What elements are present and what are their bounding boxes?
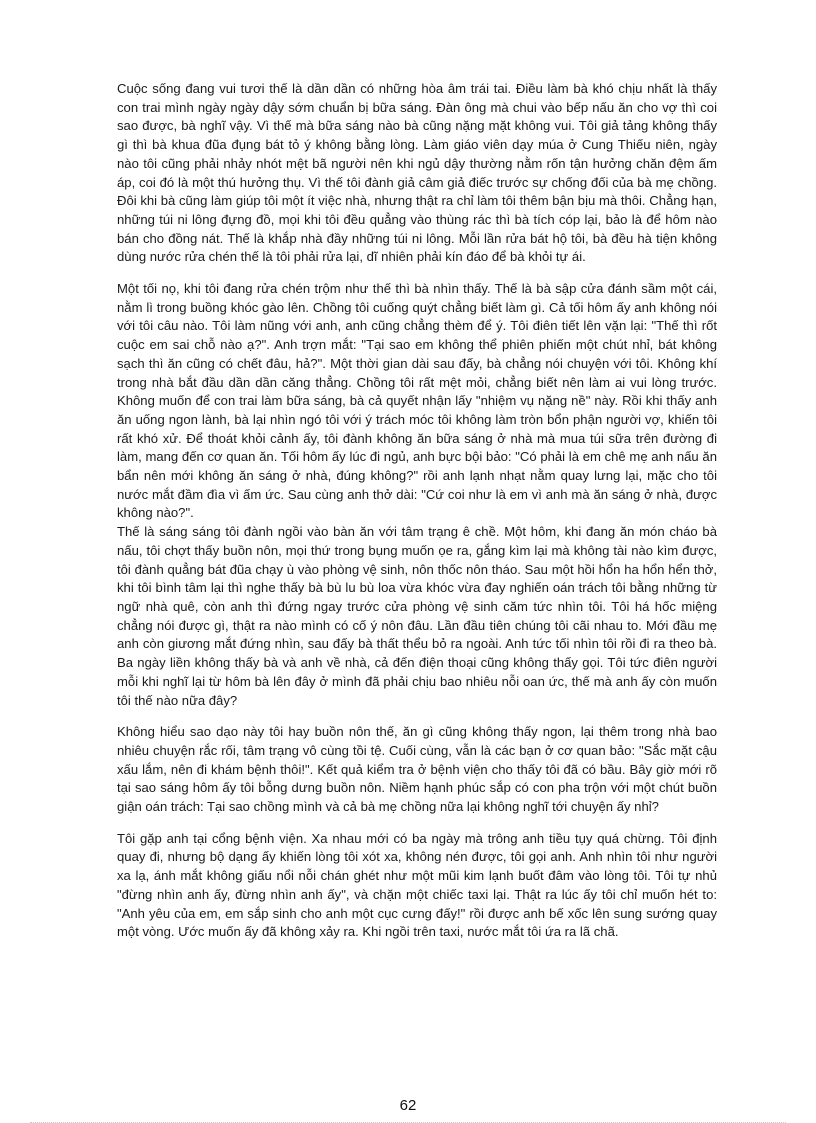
- paragraph-3: Thế là sáng sáng tôi đành ngồi vào bàn ăn với tâm trạng ê chề. Một hôm, khi đang ăn món cháo bà nấu, tôi chợt thấy buồn nôn, mọi thứ trong bụng muốn ọe ra, gắng kìm lại mà không tài nào kìm được, tôi đành quẳng bát đũa chạy ù vào phòng vệ sinh, nôn thốc nôn tháo. Sau một hồi hổn ha hổn hển thở, khi tôi bình tâm lại thì nghe thấy bà bù lu bù loa vừa khóc vừa đay nghiến oán trách tôi bằng những từ ngữ nhà quê, còn anh thì đứng ngay trước cửa phòng vệ sinh căm tức nhìn tôi. Tôi há hốc miệng chẳng nói được gì, thật ra nào mình có cố ý nôn đâu. Lần đầu tiên chúng tôi cãi nhau to. Mới đầu mẹ anh còn giương mắt đứng nhìn, sau đấy bà thất thểu bỏ ra ngoài. Anh tức tối nhìn tôi rồi đi ra theo bà. Ba ngày liền không thấy bà và anh về nhà, cả đến điện thoại cũng không thấy gọi. Tôi tức điên người mỗi khi nghĩ lại từ hôm bà lên đây ở mình đã phải chịu bao nhiêu nỗi oan ức, thế mà anh ấy còn muốn tôi thế nào nữa đây?: [117, 524, 717, 708]
- paragraph-1: Cuộc sống đang vui tươi thế là dần dần có những hòa âm trái tai. Điều làm bà khó chịu nhất là thấy con trai mình ngày ngày dậy sớm chuẩn bị bữa sáng. Đàn ông mà chui vào bếp nấu ăn cho vợ thì coi sao được, bà nghĩ vậy. Vì thế mà bữa sáng nào bà cũng nặng mặt không vui. Tôi giả tảng không thấy gì thì bà khua đũa đụng bát tỏ ý không bằng lòng. Làm giáo viên dạy múa ở Cung Thiếu niên, ngày nào tôi cũng phải nhảy nhót mệt bã người nên khi ngủ dậy thường nằm rốn tận hưởng chăn đệm ấm áp, coi đó là một thú hưởng thụ. Vì thế tôi đành giả câm giả điếc trước sự chống đối của bà mẹ chồng. Đôi khi bà cũng làm giúp tôi một ít việc nhà, nhưng thật ra chỉ làm tôi thêm bận bịu mà thôi. Chẳng hạn, những túi ni lông đựng đồ, mọi khi tôi đều quẳng vào thùng rác thì bà tích cóp lại, bảo là để hôm nào bán cho đồng nát. Thế là khắp nhà đầy những túi ni lông. Mỗi lần rửa bát hộ tôi, bà đều hà tiện không dùng nước rửa chén thế là tôi phải rửa lại, dĩ nhiên phải kín đáo để bà khỏi tự ái.: [117, 81, 717, 265]
- body-text: [117, 80, 717, 942]
- page-number: 62: [399, 1097, 417, 1114]
- paragraph-5: Tôi gặp anh tại cổng bệnh viện. Xa nhau mới có ba ngày mà trông anh tiều tụy quá chừng. Tôi định quay đi, nhưng bộ dạng ấy khiến lòng tôi xót xa, không nén được, tôi gọi anh. Anh nhìn tôi như người xa lạ, ánh mắt không giấu nổi nỗi chán ghét như một mũi kim lạnh buốt đâm vào lòng tôi. Tôi tự nhủ "đừng nhìn anh ấy, đừng nhìn anh ấy", và chặn một chiếc taxi lại. Thật ra lúc ấy tôi chỉ muốn hét to: "Anh yêu của em, em sắp sinh cho anh một cục cưng đấy!" rồi được anh bế xốc lên sung sướng quay một vòng. Ước muốn ấy đã không xảy ra. Khi ngồi trên taxi, nước mắt tôi ứa ra lã chã.: [117, 830, 717, 940]
- paragraph-2: Một tối nọ, khi tôi đang rửa chén trộm như thế thì bà nhìn thấy. Thế là bà sập cửa đánh sầm một cái, nằm lì trong buồng khóc gào lên. Chồng tôi cuống quýt chẳng biết làm gì. Cả tối hôm ấy anh không nói với tôi câu nào. Tôi làm nũng với anh, anh cũng chẳng thèm để ý. Tôi điên tiết lên vặn lại: "Thế thì rốt cuộc em sai chỗ nào ạ?". Anh trợn mắt: "Tại sao em không thể phiên phiến một chút nhỉ, bát không sạch thì ăn cũng có chết đâu, hả?". Một thời gian dài sau đấy, bà chẳng nói chuyện với tôi. Không khí trong nhà bắt đầu dần dần căng thẳng. Chồng tôi rất mệt mỏi, chẳng biết nên làm ai vui lòng trước. Không muốn để con trai làm bữa sáng, bà cả quyết nhận lấy "nhiệm vụ nặng nề" này. Rồi khi thấy anh ăn uống ngon lành, bà lại nhìn ngó tôi với ý trách móc tôi không làm tròn bổn phận người vợ, khiến tôi rất khó xử. Để thoát khỏi cảnh ấy, tôi đành không ăn bữa sáng ở nhà mà mua túi sữa trên đường đi làm, mang đến cơ quan ăn. Tối hôm ấy lúc đi ngủ, anh bực bội bảo: "Có phải là em chê mẹ anh nấu ăn bẩn nên mới không ăn sáng ở nhà, đúng không?" rồi anh lạnh nhạt nằm quay lưng lại, mặc cho tôi nước mắt đầm đìa vì ấm ức. Sau cùng anh thở dài: "Cứ coi như là em vì anh mà ăn sáng ở nhà, được không nào?".: [117, 281, 717, 521]
- paragraph-4: Không hiểu sao dạo này tôi hay buồn nôn thế, ăn gì cũng không thấy ngon, lại thêm trong nhà bao nhiêu chuyện rắc rối, tâm trạng vô cùng tồi tệ. Cuối cùng, vẫn là các bạn ở cơ quan bảo: "Sắc mặt cậu xấu lắm, nên đi khám bệnh thôi!". Kết quả kiểm tra ở bệnh viện cho thấy tôi đã có bầu. Bây giờ mới rõ tại sao sáng hôm ấy tôi bỗng dưng buồn nôn. Niềm hạnh phúc sắp có con pha trộn với một chút buồn giận oán trách: Tại sao chồng mình và cả bà mẹ chồng nữa lại không nghĩ tới chuyện ấy nhỉ?: [117, 724, 717, 815]
